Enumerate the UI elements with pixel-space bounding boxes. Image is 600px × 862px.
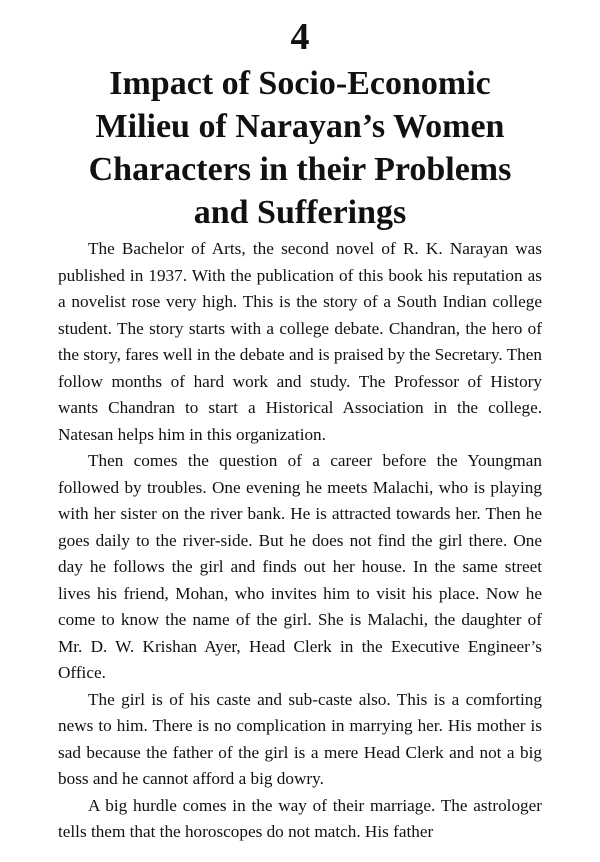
chapter-title-line: Milieu of Narayan’s Women (95, 108, 505, 145)
chapter-title (40, 62, 560, 234)
paragraph: The Bachelor of Arts, the second novel of R. K. Narayan was published in 1937. With the publication of this book his reputation as a novelist rose very high. This is the story of a South Indian college student. The story starts with a college debate. Chandran, the hero of the story, fares well in the debate and is praised by the Secretary. Then follow months of hard work and study. The Professor of History wants Chandran to start a Historical Association in the college. Natesan helps him in this organization. (58, 239, 542, 444)
paragraph: Then comes the question of a career before the Youngman followed by troubles. One evening he meets Malachi, who is playing with her sister on the river bank. He is attracted towards her. Then he goes daily to the river-side. But he does not find the girl there. One day he follows the girl and finds out her house. In the same street lives his friend, Mohan, who invites him to visit his place. Now he come to know the name of the girl. She is Malachi, the daughter of Mr. D. W. Krishan Ayer, Head Clerk in the Executive Engineer’s Office. (58, 451, 542, 682)
chapter-number: 4 (290, 16, 310, 58)
chapter-body (58, 236, 542, 846)
chapter-title-line: Characters in their Problems (88, 151, 512, 188)
chapter-title-line: Impact of Socio-Economic (109, 65, 491, 102)
paragraph: A big hurdle comes in the way of their marriage. The astrologer tells them that the horoscopes do not match. His father (58, 795, 542, 841)
chapter-title-line: and Sufferings (193, 194, 407, 231)
paragraph: The girl is of his caste and sub-caste also. This is a comforting news to him. There is no complication in marrying her. His mother is sad because the father of the girl is a mere Head Clerk and not a big boss and he cannot afford a big dowry. (58, 689, 542, 788)
